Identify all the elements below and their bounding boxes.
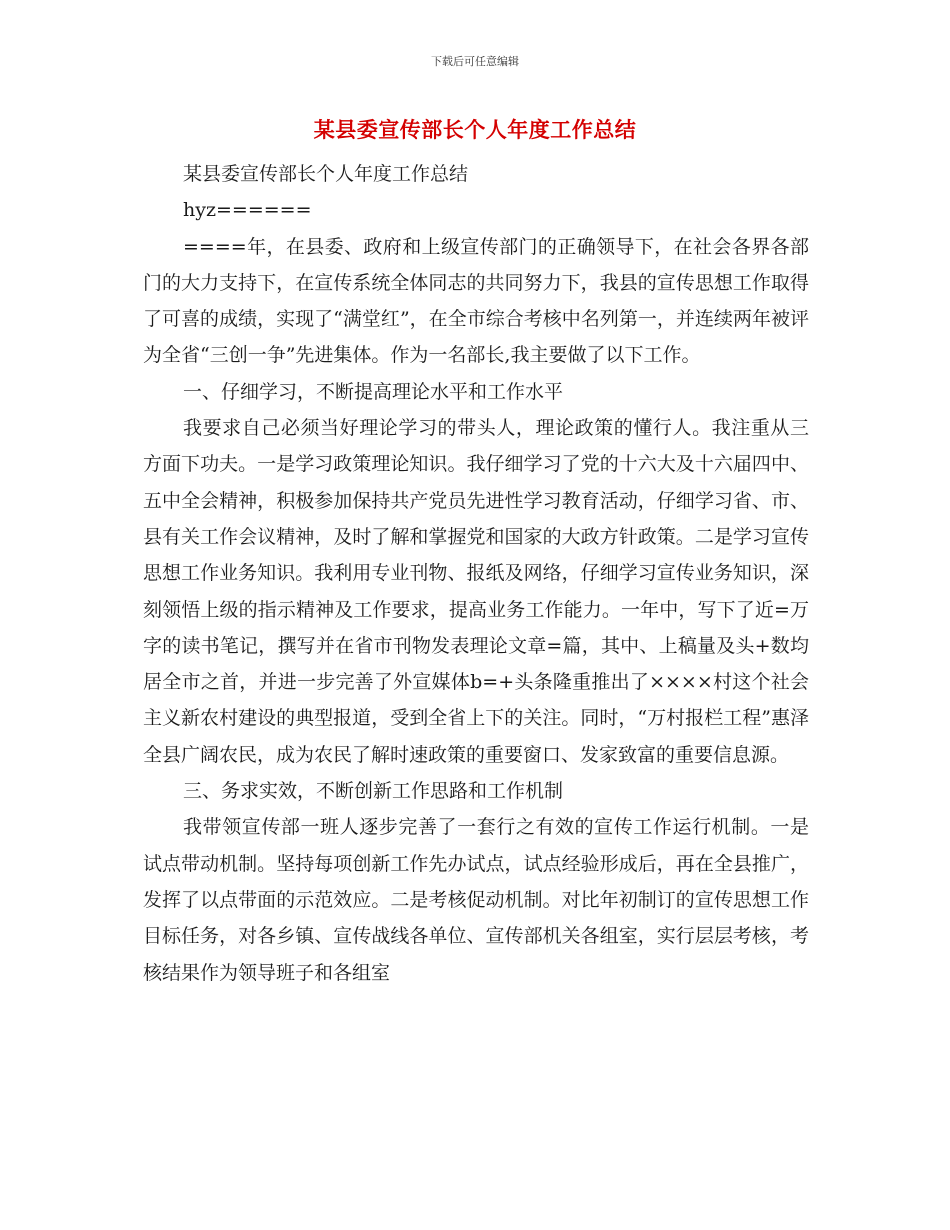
section-heading-1: 一、仔细学习，不断提高理论水平和工作水平	[183, 380, 564, 403]
document-title: 某县委宣传部长个人年度工作总结	[313, 118, 637, 142]
paragraph-section-3: 我带领宣传部一班人逐步完善了一套行之有效的宣传工作运行机制。一是试点带动机制。坚持每项创新工作先办试点，试点经验形成后，再在全县推广，发挥了以点带面的示范效应。二是考核促动机制。对比年初制订的宣传思想工作目标任务，对各乡镇、宣传战线各单位、宣传部机关各组室，实行层层考核，考核结果作为领导班子和各组室	[143, 816, 809, 984]
section-heading-3: 三、务求实效，不断创新工作思路和工作机制	[183, 780, 564, 803]
paragraph-subtitle: 某县委宣传部长个人年度工作总结	[183, 163, 469, 185]
header-note: 下载后可任意编辑	[431, 55, 519, 68]
document-body	[143, 156, 809, 991]
paragraph-section-1: 我要求自己必须当好理论学习的带头人，理论政策的懂行人。我注重从三方面下功夫。一是学习政策理论知识。我仔细学习了党的十六大及十六届四中、五中全会精神，积极参加保持共产党员先进性学习教育活动，仔细学习省、市、县有关工作会议精神，及时了解和掌握党和国家的大政方针政策。二是学习宣传思想工作业务知识。我利用专业刊物、报纸及网络，仔细学习宣传业务知识，深刻领悟上级的指示精神及工作要求，提高业务工作能力。一年中，写下了近=万字的读书笔记，撰写并在省市刊物发表理论文章=篇，其中、上稿量及头+数均居全市之首，并进一步完善了外宣媒体b=+头条隆重推出了××××村这个社会主义新农村建设的典型报道，受到全省上下的关注。同时，“万村报栏工程”惠泽全县广阔农民，成为农民了解时速政策的重要窗口、发家致富的重要信息源。	[143, 417, 809, 766]
paragraph-author: hyz======	[183, 199, 312, 222]
paragraph-intro: ====年，在县委、政府和上级宣传部门的正确领导下，在社会各界各部门的大力支持下，在宣传系统全体同志的共同努力下，我县的宣传思想工作取得了可喜的成绩，实现了“满堂红”，在全市综合考核中名列第一，并连续两年被评为全省“三创一争”先进集体。作为一名部长,我主要做了以下工作。	[143, 235, 809, 367]
